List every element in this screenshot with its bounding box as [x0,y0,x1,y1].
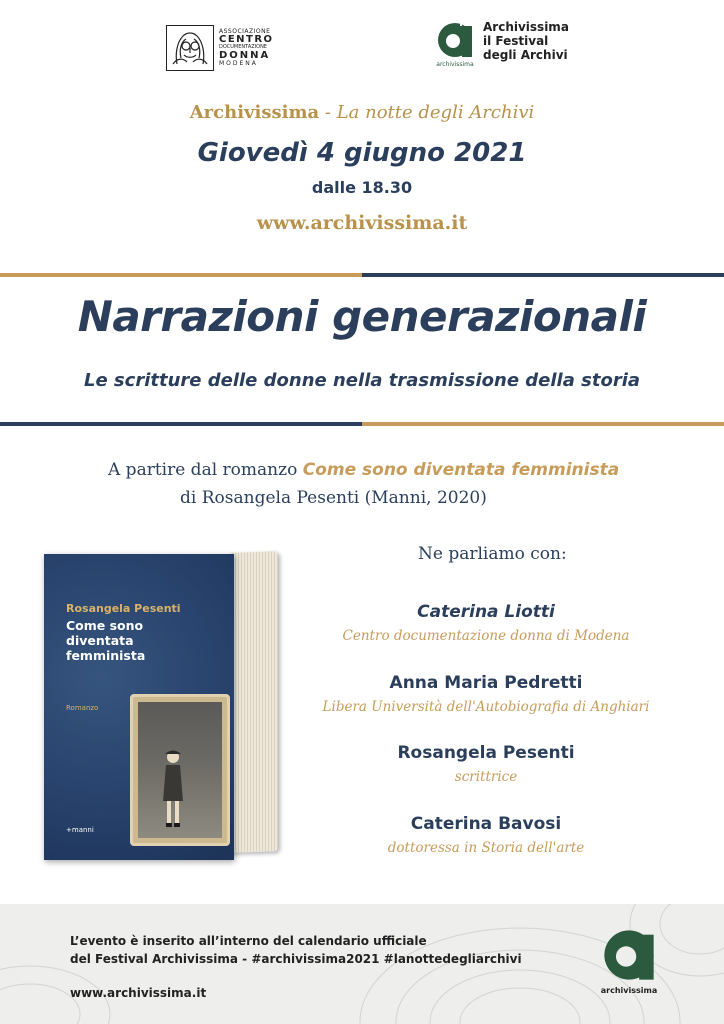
archivissima-logo-title [483,20,569,62]
book-vintage-photo [130,694,230,846]
speaker-role: Libera Università dell'Autobiografia di Anghiari [322,699,650,715]
cdd-logo-text [219,29,274,68]
speakers-heading: Ne parliamo con: [418,544,567,564]
footer-line1: L’evento è inserito all’interno del calendario ufficiale [70,934,427,948]
novel-title: Come sono diventata femminista [302,460,620,480]
event-time: dalle 18.30 [311,178,413,197]
book-pages [230,551,278,853]
speaker-role: dottoressa in Storia dell'arte [387,840,585,856]
archivissima-title-line2: il Festival [483,34,549,48]
book-author: Rosangela Pesenti [66,602,181,615]
divider-bottom-gold [362,422,724,426]
speaker-name: Caterina Liotti [417,602,555,622]
book-genre: Romanzo [66,704,99,712]
cdd-logo-line3: DOCUMENTAZIONE [219,44,267,51]
event-url-link[interactable]: www.archivissima.it [256,212,468,234]
divider-top-navy [362,273,724,277]
speaker-item [290,814,682,856]
speaker-name: Anna Maria Pedretti [389,673,583,693]
girl-figure-icon [161,749,185,829]
speaker-name: Rosangela Pesenti [397,743,575,763]
footer-logo-caption: archivissima [600,986,658,995]
women-faces-icon [166,25,214,71]
page-title: Narrazioni generazionali [77,292,647,341]
archivissima-a-icon [600,926,658,984]
divider-top-gold [0,273,362,277]
speaker-item [290,602,682,644]
speaker-item [290,743,682,785]
event-brand: Archivissima [189,102,320,123]
page-subtitle: Le scritture delle donne nella trasmissione della storia [83,370,641,391]
centro-documentazione-donna-logo [166,24,276,72]
archivissima-title-line3: degli Archivi [483,48,568,62]
footer [0,904,724,1024]
cdd-logo-line5: MODENA [219,60,258,68]
event-date: Giovedì 4 giugno 2021 [197,138,527,168]
event-separator: - [319,102,337,123]
archivissima-logo-mark [433,20,477,68]
speaker-item [290,673,682,715]
footer-description [70,932,522,968]
event-night-name: La notte degli Archivi [336,102,535,123]
intro-author-line: di Rosangela Pesenti (Manni, 2020) [180,488,487,508]
intro-line [108,460,619,480]
intro-prefix: A partire dal romanzo [108,460,303,480]
book-cover [44,554,234,860]
book-publisher: +manni [66,826,94,834]
cdd-logo-line1: ASSOCIAZIONE [219,27,271,35]
speaker-name: Caterina Bavosi [410,814,562,834]
book-title: Come sono diventata femminista [66,618,146,663]
archivissima-logo-caption: archivissima [436,61,474,68]
archivissima-a-icon [435,20,475,60]
footer-line2: del Festival Archivissima - #archivissima2021 #lanottedegliarchivi [70,952,522,966]
footer-archivissima-logo [598,926,660,995]
speaker-role: scrittrice [454,769,518,785]
cdd-logo-line4: DONNA [219,49,271,61]
book-publisher-name: manni [71,826,94,834]
footer-url-link[interactable]: www.archivissima.it [70,986,207,1000]
cdd-logo-line2: CENTRO [219,33,274,45]
event-series-line [0,102,724,123]
divider-bottom-navy [0,422,362,426]
archivissima-title-line1: Archivissima [483,20,569,34]
archivissima-festival-logo [433,20,569,76]
speaker-role: Centro documentazione donna di Modena [342,628,630,644]
book-cover-image [44,548,280,860]
